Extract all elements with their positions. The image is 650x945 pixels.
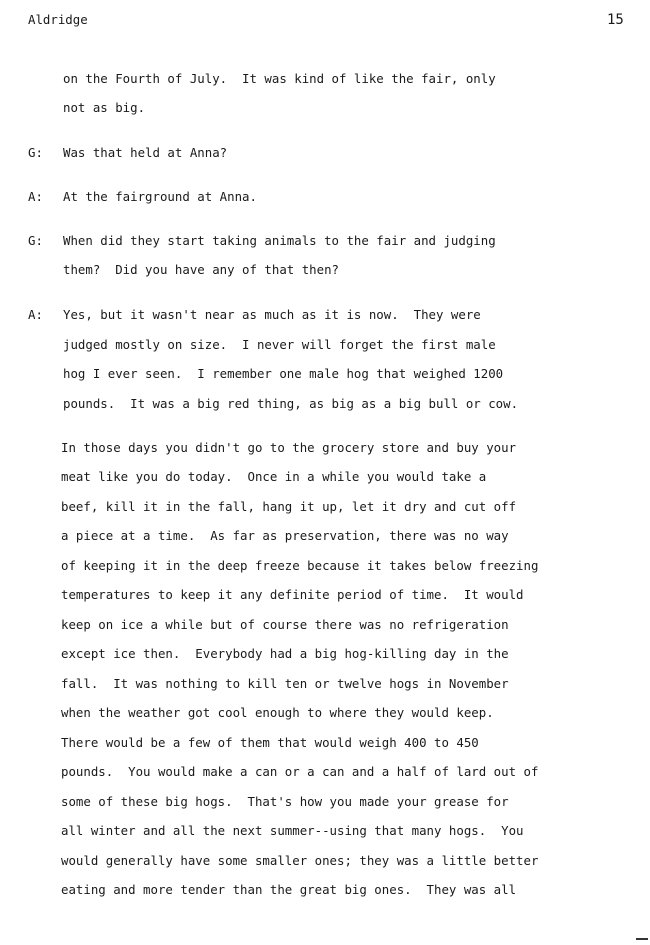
text-line: when the weather got cool enough to where they would keep. xyxy=(61,705,494,720)
text-line: meat like you do today. Once in a while you would take a xyxy=(61,469,487,484)
text-line: There would be a few of them that would weigh 400 to 450 xyxy=(61,735,479,750)
speaker-label: A: xyxy=(28,189,43,204)
text-line: Yes, but it wasn't near as much as it is now. They were xyxy=(63,307,481,322)
text-line: pounds. You would make a can or a can and a half of lard out of xyxy=(61,764,539,779)
text-line: hog I ever seen. I remember one male hog that weighed 1200 xyxy=(63,366,504,381)
text-line: except ice then. Everybody had a big hog-killing day in the xyxy=(61,646,509,661)
text-line: In those days you didn't go to the grocery store and buy your xyxy=(61,440,517,455)
text-line: on the Fourth of July. It was kind of like the fair, only xyxy=(63,71,496,86)
text-line: pounds. It was a big red thing, as big as a big bull or cow. xyxy=(63,396,519,411)
speaker-label: A: xyxy=(28,307,43,322)
text-line: all winter and all the next summer--using that many hogs. You xyxy=(61,823,524,838)
speaker-label: G: xyxy=(28,145,43,160)
speaker-label: G: xyxy=(28,233,43,248)
scan-mark xyxy=(636,938,648,940)
text-line: fall. It was nothing to kill ten or twelve hogs in November xyxy=(61,676,509,691)
text-line: not as big. xyxy=(63,100,146,115)
text-line: of keeping it in the deep freeze because it takes below freezing xyxy=(61,558,539,573)
text-line: eating and more tender than the great big ones. They was all xyxy=(61,882,517,897)
page-number: 15 xyxy=(607,12,624,28)
text-line: some of these big hogs. That's how you made your grease for xyxy=(61,794,509,809)
text-line: beef, kill it in the fall, hang it up, let it dry and cut off xyxy=(61,499,517,514)
text-line: them? Did you have any of that then? xyxy=(63,262,340,277)
text-line: Was that held at Anna? xyxy=(63,145,228,160)
text-line: keep on ice a while but of course there was no refrigeration xyxy=(61,617,509,632)
header-name: Aldridge xyxy=(28,12,88,27)
text-line: judged mostly on size. I never will forget the first male xyxy=(63,337,496,352)
text-line: temperatures to keep it any definite period of time. It would xyxy=(61,587,524,602)
text-line: When did they start taking animals to the fair and judging xyxy=(63,233,496,248)
text-line: a piece at a time. As far as preservation, there was no way xyxy=(61,528,509,543)
text-line: At the fairground at Anna. xyxy=(63,189,257,204)
text-line: would generally have some smaller ones; they was a little better xyxy=(61,853,539,868)
